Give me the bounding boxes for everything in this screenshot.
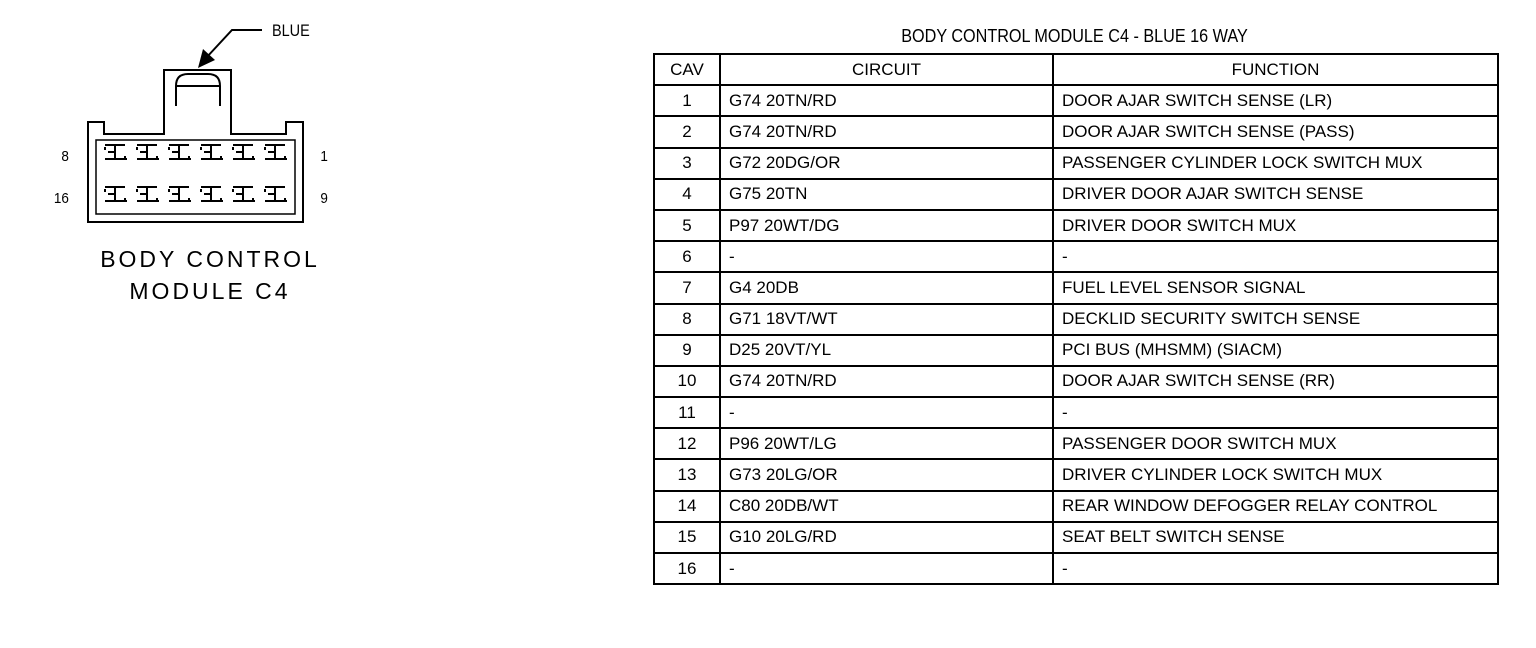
terminal-cavity bbox=[169, 145, 191, 159]
cav-cell: 5 bbox=[654, 210, 720, 241]
connector-inner-outline bbox=[96, 140, 295, 214]
table-row bbox=[654, 335, 1498, 366]
table-row bbox=[654, 366, 1498, 397]
function-cell: PCI BUS (MHSMM) (SIACM) bbox=[1053, 335, 1498, 366]
circuit-cell: G74 20TN/RD bbox=[720, 116, 1053, 147]
pin-label-bottom-right: 9 bbox=[320, 190, 328, 207]
function-cell: PASSENGER DOOR SWITCH MUX bbox=[1053, 428, 1498, 459]
function-cell: DRIVER DOOR SWITCH MUX bbox=[1053, 210, 1498, 241]
table-row bbox=[654, 179, 1498, 210]
function-cell: DOOR AJAR SWITCH SENSE (RR) bbox=[1053, 366, 1498, 397]
function-cell: - bbox=[1053, 397, 1498, 428]
function-cell: - bbox=[1053, 553, 1498, 584]
function-cell: SEAT BELT SWITCH SENSE bbox=[1053, 522, 1498, 553]
table-row bbox=[654, 304, 1498, 335]
circuit-cell: - bbox=[720, 553, 1053, 584]
circuit-cell: P97 20WT/DG bbox=[720, 210, 1053, 241]
cav-cell: 16 bbox=[654, 553, 720, 584]
terminal-cavity bbox=[137, 145, 159, 159]
circuit-cell: G74 20TN/RD bbox=[720, 366, 1053, 397]
circuit-cell: - bbox=[720, 241, 1053, 272]
circuit-cell: G72 20DG/OR bbox=[720, 148, 1053, 179]
circuit-cell: G10 20LG/RD bbox=[720, 522, 1053, 553]
function-cell: - bbox=[1053, 241, 1498, 272]
circuit-cell: G71 18VT/WT bbox=[720, 304, 1053, 335]
cav-cell: 3 bbox=[654, 148, 720, 179]
cav-cell: 1 bbox=[654, 85, 720, 116]
cav-cell: 9 bbox=[654, 335, 720, 366]
table-row bbox=[654, 241, 1498, 272]
header-cav: CAV bbox=[654, 54, 720, 85]
terminal-cavity bbox=[137, 187, 159, 201]
table-row bbox=[654, 428, 1498, 459]
circuit-cell: G75 20TN bbox=[720, 179, 1053, 210]
table-row bbox=[654, 272, 1498, 303]
cav-cell: 15 bbox=[654, 522, 720, 553]
circuit-cell: G74 20TN/RD bbox=[720, 85, 1053, 116]
table-header-row bbox=[654, 54, 1498, 85]
terminal-cavity bbox=[201, 187, 223, 201]
function-cell: FUEL LEVEL SENSOR SIGNAL bbox=[1053, 272, 1498, 303]
table-row bbox=[654, 148, 1498, 179]
function-cell: PASSENGER CYLINDER LOCK SWITCH MUX bbox=[1053, 148, 1498, 179]
table-row bbox=[654, 116, 1498, 147]
table-row bbox=[654, 210, 1498, 241]
function-cell: DOOR AJAR SWITCH SENSE (PASS) bbox=[1053, 116, 1498, 147]
cav-cell: 11 bbox=[654, 397, 720, 428]
cav-cell: 7 bbox=[654, 272, 720, 303]
cav-cell: 2 bbox=[654, 116, 720, 147]
connector-diagram bbox=[0, 0, 400, 320]
terminal-cavities bbox=[105, 145, 287, 201]
color-callout-arrow bbox=[198, 30, 262, 68]
cav-cell: 8 bbox=[654, 304, 720, 335]
table-row bbox=[654, 491, 1498, 522]
circuit-cell: G73 20LG/OR bbox=[720, 459, 1053, 490]
table-row bbox=[654, 397, 1498, 428]
terminal-cavity bbox=[105, 187, 127, 201]
pin-label-top-right: 1 bbox=[320, 148, 328, 165]
header-function: FUNCTION bbox=[1053, 54, 1498, 85]
function-cell: DOOR AJAR SWITCH SENSE (LR) bbox=[1053, 85, 1498, 116]
connector-latch bbox=[176, 74, 220, 106]
connector-caption-line2: MODULE C4 bbox=[129, 278, 291, 304]
function-cell: DRIVER DOOR AJAR SWITCH SENSE bbox=[1053, 179, 1498, 210]
circuit-cell: P96 20WT/LG bbox=[720, 428, 1053, 459]
function-cell: DECKLID SECURITY SWITCH SENSE bbox=[1053, 304, 1498, 335]
pinout-table bbox=[653, 53, 1499, 585]
circuit-cell: G4 20DB bbox=[720, 272, 1053, 303]
cav-cell: 10 bbox=[654, 366, 720, 397]
terminal-cavity bbox=[169, 187, 191, 201]
terminal-cavity bbox=[105, 145, 127, 159]
connector-caption bbox=[60, 243, 360, 307]
header-circuit: CIRCUIT bbox=[720, 54, 1053, 85]
table-row bbox=[654, 522, 1498, 553]
terminal-cavity bbox=[201, 145, 223, 159]
terminal-cavity bbox=[233, 145, 255, 159]
terminal-cavity bbox=[265, 145, 287, 159]
pin-label-top-left: 8 bbox=[61, 148, 69, 165]
table-row bbox=[654, 459, 1498, 490]
function-cell: REAR WINDOW DEFOGGER RELAY CONTROL bbox=[1053, 491, 1498, 522]
cav-cell: 14 bbox=[654, 491, 720, 522]
table-row bbox=[654, 553, 1498, 584]
pin-label-bottom-left: 16 bbox=[53, 190, 69, 207]
cav-cell: 13 bbox=[654, 459, 720, 490]
terminal-cavity bbox=[265, 187, 287, 201]
circuit-cell: - bbox=[720, 397, 1053, 428]
cav-cell: 12 bbox=[654, 428, 720, 459]
table-title: BODY CONTROL MODULE C4 - BLUE 16 WAY bbox=[901, 26, 1248, 46]
connector-color-callout: BLUE bbox=[272, 21, 310, 40]
connector-caption-line1: BODY CONTROL bbox=[100, 246, 320, 272]
table-body bbox=[654, 85, 1498, 584]
terminal-cavity bbox=[233, 187, 255, 201]
table-row bbox=[654, 85, 1498, 116]
circuit-cell: C80 20DB/WT bbox=[720, 491, 1053, 522]
function-cell: DRIVER CYLINDER LOCK SWITCH MUX bbox=[1053, 459, 1498, 490]
circuit-cell: D25 20VT/YL bbox=[720, 335, 1053, 366]
cav-cell: 6 bbox=[654, 241, 720, 272]
cav-cell: 4 bbox=[654, 179, 720, 210]
